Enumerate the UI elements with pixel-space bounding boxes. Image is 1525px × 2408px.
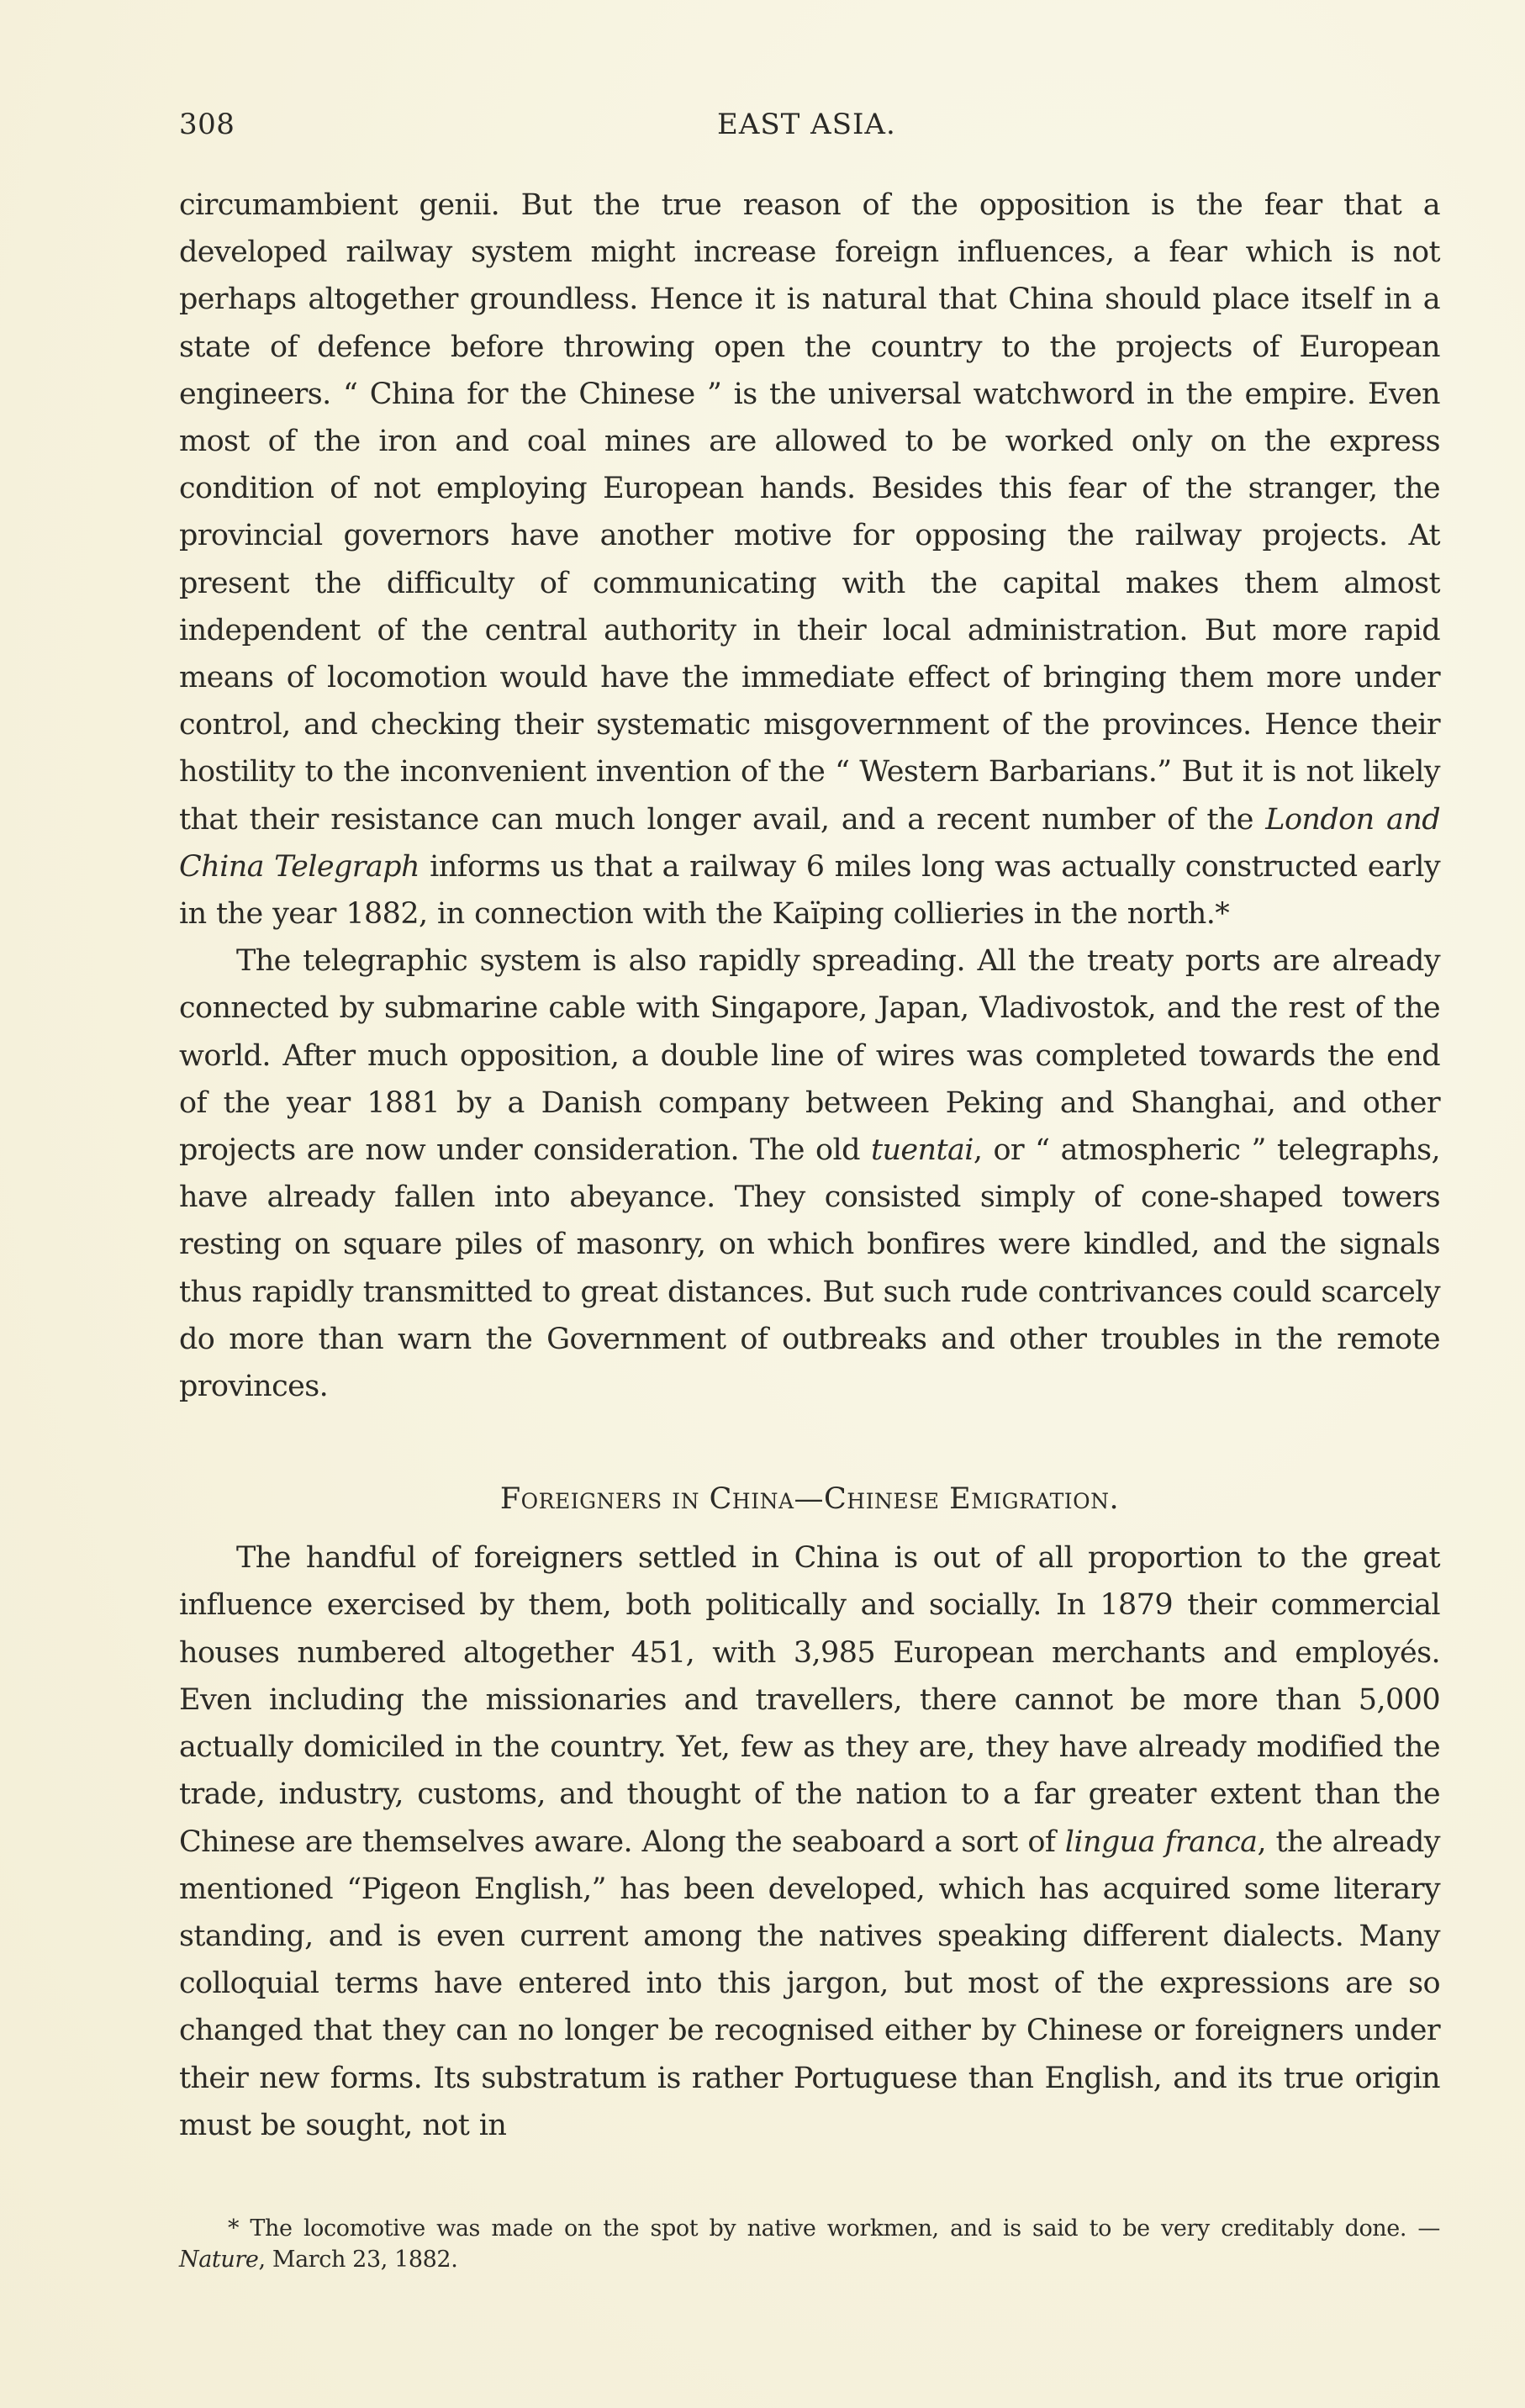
footnote [179, 2213, 1440, 2275]
paragraph-text: The handful of foreigners settled in China is out of all proportion to the great influence exercised by them, both politically and socially. In 1879 their commercial houses numbered altogether 451, with 3,985 European merchants and employés. Even including the missionaries and travellers, there cannot be more than 5,000 actually domiciled in the country. Yet, few as they are, they have already modified the trade, industry, customs, and thought of the nation to a far greater extent than the Chinese are themselves aware. Along the seaboard a sort of [179, 1541, 1440, 1859]
footnote-source: Nature [179, 2247, 259, 2273]
paragraph-railway-opposition [179, 182, 1440, 937]
paragraph-text: , the already mentioned “Pigeon English,” has been developed, which has acquired some literary standing, and is even current among the natives speaking different dialects. Many colloquial terms have entered into this jargon, but most of the expressions are so changed that they can no longer be recognised either by Chinese or foreigners under their new forms. Its substratum is rather Portuguese than English, and its true origin must be sought, not in [179, 1824, 1440, 2142]
paragraph-text: , or “ atmospheric ” telegraphs, have already fallen into abeyance. They consisted simply of cone-shaped towers resting on square piles of masonry, on which bonfires were kindled, and the signals thus rapidly transmitted to great distances. But such rude contrivances could scarcely do more than warn the Government of outbreaks and other troubles in the remote provinces. [179, 1133, 1440, 1404]
paragraph-text: The telegraphic system is also rapidly spreading. All the treaty ports are already connected by submarine cable with Singapore, Japan, Vladivostok, and the rest of the world. After much opposition, a double line of wires was completed towards the end of the year 1881 by a Danish company between Peking and Shanghai, and other projects are now under consideration. The old [179, 944, 1440, 1168]
footnote-date: , March 23, 1882. [258, 2247, 458, 2273]
running-title: EAST ASIA. [717, 108, 896, 141]
paragraph-text: informs us that a railway 6 miles long was actually constructed early in the year 1882, in connection with the Kaïping collieries in the north.* [179, 849, 1440, 932]
section-spacer [179, 1410, 1440, 1476]
italic-term: tuentai [871, 1133, 974, 1168]
page-number: 308 [179, 108, 235, 141]
italic-publication-title: London and China Telegraph [179, 802, 1441, 884]
italic-term: lingua franca [1064, 1824, 1258, 1859]
section-heading: Foreigners in China—Chinese Emigration. [499, 1482, 1120, 1517]
body-text [179, 182, 1440, 2149]
heading-spacer [179, 1523, 1440, 1534]
paragraph-text: circumambient genii. But the true reason of the opposition is the fear that a developed railway system might increase foreign influences, a fear which is not perhaps altogether groundless. Hence it is natural that China should place itself in a state of defence before throwing open the country to the projects of European engineers. “ China for the Chinese ” is the universal watchword in the empire. Even most of the iron and coal mines are allowed to be worked only on the express condition of not employing European hands. Besides this fear of the stranger, the provincial governors have another motive for opposing the railway projects. At present the difficulty of communicating with the capital makes them almost independent of the central authority in their local administration. But more rapid means of locomotion would have the immediate effect of bringing them more under control, and checking their systematic misgovernment of the provinces. Hence their hostility to the inconvenient invention of the “ Western Barbarians.” But it is not likely that their resistance can much longer avail, and a recent number of the [179, 188, 1440, 837]
paragraph-telegraphic-system [179, 937, 1440, 1410]
footnote-text: * The locomotive was made on the spot by native workmen, and is said to be very creditably done. — [228, 2215, 1440, 2242]
running-header [179, 108, 1440, 150]
paragraph-foreigners [179, 1534, 1440, 2149]
